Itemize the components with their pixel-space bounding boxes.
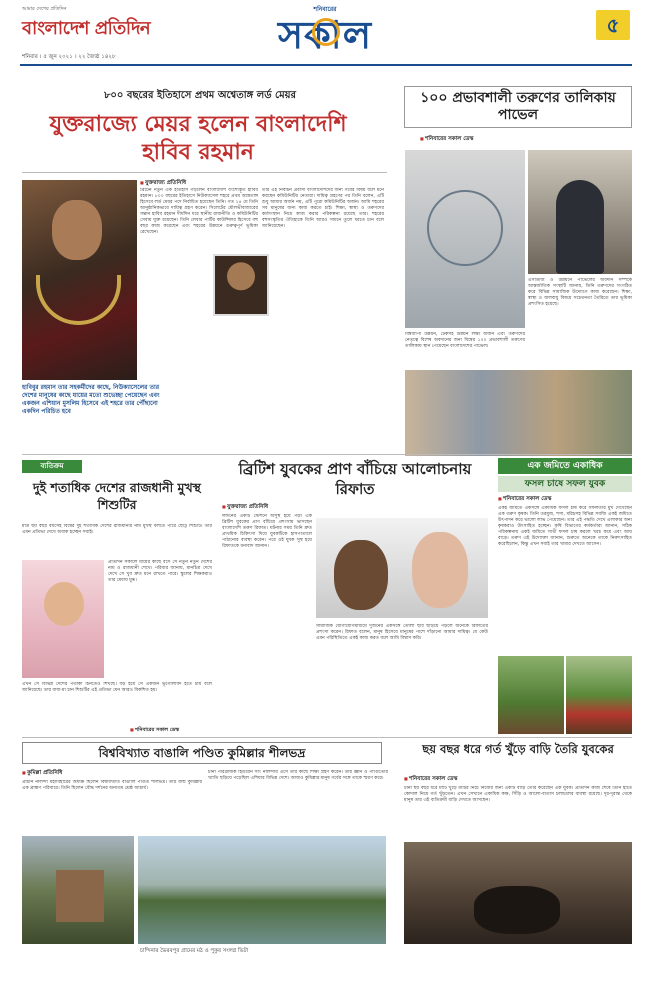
scholar-byline: ■ কুমিল্লা প্রতিনিধি: [22, 770, 142, 778]
top100-group-photo: [405, 370, 632, 456]
lead-caption: হাবিবুর রহমান তার সহকর্মীদের কাছে, নিউক্যাসেলের তার দেশের মানুষের কাছে যায়ের মতো শুভেচ্ছা পেয়েছেন এবং একজন এশিয়ান মুসলিম হিসেবে এই শহরে তার পৌঁছানো একদিন পরিচিত হবে: [22, 384, 160, 415]
rescue-selfie-photo: [316, 518, 488, 618]
farm-headline-2: ফসল চাষে সফল যুবক: [498, 476, 632, 492]
sun-ring-icon: [312, 18, 340, 46]
lead-headline: যুক্তরাজ্যে মেয়র হলেন বাংলাদেশি হাবিব রহমান: [49, 111, 347, 165]
farm-photo-2: [566, 656, 632, 734]
lead-photo: [22, 180, 137, 380]
un-emblem-icon: [427, 190, 503, 266]
top100-body-2: এসডিজি ও উন্নয়নে পাভেলের অবদান সম্পর্কে আন্তর্জাতিক সংস্থাটি জানায়, তিনি তরুণদের সংগঠিত করে বিভিন্ন সামাজিক উদ্যোগে কাজ করেছেন। শিক্ষা, স্বাস্থ্য ও জলবায়ু বিষয়ে সচেতনতা তৈরিতে তার ভূমিকা প্রশংসিত হয়েছে।: [528, 278, 632, 307]
capital-body-col: প্রতিদিন সকালে মায়ের কাছে বসে সে নতুন নতুন দেশের নাম ও রাজধানী শেখে। পরিবার জানায়, মানচিত্র দেখে দেখে সে খুব দ্রুত মনে রাখতে পারে। স্কুলের শিক্ষকরাও তার মেধায় মুগ্ধ।: [108, 560, 212, 583]
capital-body-intro: মাত্র ছয় বছর বয়সেই বিশ্বের দুই শতাধিক দেশের রাজধানীর নাম মুখস্থ বলতে পারে ছোট্ট শিশুটি। তার এমন প্রতিভা দেখে অবাক হচ্ছেন সবাই।: [22, 524, 212, 535]
lead-kicker: ৮০০ বছরের ইতিহাসে প্রথম অশ্বেতাঙ্গ লর্ড মেয়র: [103, 90, 297, 101]
top100-body-1: বিশ্বব্যাপী উন্নয়ন, টেকসই উন্নয়ন লক্ষ্য অর্জন এবং তরুণদের নেতৃত্বে বিশেষ অবদানের জন্য বিশ্বের ১০০ প্রভাবশালী তরুণের তালিকায় স্থান পেয়েছেন বাংলাদেশের পাভেল।: [405, 332, 525, 349]
date-line: শনিবার । ৫ জুন ২০২১ । ২২ জ্যৈষ্ঠ ১৪২৮: [22, 54, 116, 60]
pit-hole: [474, 886, 560, 934]
scholar-caption: চান্দিনার ভৈরবপুর গ্রামের মঠ ও পুকুর সংলগ্ন ভিটা: [140, 948, 249, 954]
capital-byline: ■ শনিবারের সকাল ডেস্ক: [130, 727, 210, 735]
lead-photo-face: [52, 200, 102, 260]
portrait-figure: [556, 180, 604, 274]
selfie-face-left: [334, 540, 388, 610]
top100-photo-portrait: [528, 150, 632, 274]
masthead-divider: [20, 64, 632, 66]
mayor-chain: [36, 275, 121, 325]
masthead-left: [22, 6, 222, 51]
scholar-body-2: চীনা পরিব্রাজক হিউয়েন সাং নালন্দায় এসে তার কাছে শিক্ষা গ্রহণ করেন। তার জ্ঞান ও পাণ্ডিত্যের খ্যাতি ছড়িয়ে পড়েছিল এশিয়ার বিভিন্ন দেশে। আজও কুমিল্লার মানুষ গর্বের সঙ্গে তাকে স্মরণ করে।: [208, 770, 388, 781]
supplement-logo: [240, 4, 410, 62]
pond-photo: [138, 836, 386, 944]
child-face: [44, 582, 84, 626]
farm-headline-1: এক জমিতে একাধিক: [498, 458, 632, 474]
farm-body: একই জমিতে একসঙ্গে একাধিক ফসল চাষ করে সফলতার মুখ দেখেছেন এক তরুণ কৃষক। তিনি তরমুজ, শসা, মরিচসহ বিভিন্ন সবজি একই জমিতে উৎপাদন করে ভালো লাভ পেয়েছেন। তার এই পদ্ধতি দেখে এলাকার অন্য কৃষকরাও উৎসাহিত হচ্ছেন। কৃষি বিভাগের কর্মকর্তারা জানান, সঠিক পরিকল্পনায় একই জমিতে সাথী ফসল চাষ করলে খরচ কমে এবং আয় বাড়ে। তরুণ এই উদ্যোক্তা জানান, শুরুতে অনেকে তাকে নিরুৎসাহিত করেছিলেন, কিন্তু এখন সবাই তার খামার দেখতে আসেন।: [498, 506, 632, 547]
lead-inset-photo: [213, 254, 269, 316]
rescue-body-col2: সামাজিক যোগাযোগমাধ্যমে দুজনের একসঙ্গে তোলা ছবি ছড়িয়ে পড়লে অনেকে রিফাতের প্রশংসা করেন। রিফাত বলেন, মানুষ হিসেবে মানুষের পাশে দাঁড়ানো আমার দায়িত্ব। যে কেউ এমন পরিস্থিতিতে একই কাজ করত বলে আমি বিশ্বাস করি।: [316, 624, 488, 641]
pit-body: টানা ছয় বছর ধরে মাটি খুঁড়ে মাটির নিচে নিজের জন্য একটি বাড়ি তৈরি করেছেন এক যুবক। প্রতিদিন কাজ শেষে তিনি হাতে কোদাল নিয়ে গর্ত খুঁড়তেন। এখন সেখানে একাধিক কক্ষ, সিঁড়ি ও আলো-বাতাস চলাচলের ব্যবস্থা রয়েছে। দূর-দূরান্ত থেকে মানুষ তার এই ব্যতিক্রমী বাড়ি দেখতে আসছেন।: [404, 786, 632, 803]
supplement-logo-big: সকাল: [277, 13, 373, 57]
supplement-logo-small: শনিবারের: [313, 6, 337, 13]
lead-divider: [22, 172, 387, 173]
top100-headline-box: [404, 86, 632, 128]
lead-body-col2: তার এই নির্বাচন প্রবাসী বাংলাদেশিদের জন্য গর্বের বিষয় বলে মনে করছেন কমিউনিটির নেতারা। দায়িত্ব গ্রহণের পর তিনি বলেন, এটি শুধু আমার অর্জন নয়, এটি পুরো কমিউনিটির অর্জন। আমি শহরের সব মানুষের জন্য কাজ করতে চাই। শিক্ষা, স্বাস্থ্য ও তরুণদের কর্মসংস্থান নিয়ে কাজ করার পরিকল্পনা রয়েছে তার। শহরের বহুসংস্কৃতির ঐতিহ্যকে তিনি আরও সামনে তুলে ধরতে চান বলে জানিয়েছেন।: [262, 188, 384, 229]
capital-body-end: এখন সে বিভিন্ন দেশের পতাকা চিনতেও শিখছে। বড় হয়ে সে একজন ভূগোলবিদ হতে চায় বলে জানিয়েছে। তার বাবা-মা চান শিশুটির এই প্রতিভা যেন আরও বিকশিত হয়।: [22, 682, 212, 693]
section-divider: [22, 454, 632, 455]
farm-photo-1: [498, 656, 564, 734]
pit-photo: [404, 842, 632, 944]
farm-byline: ■ শনিবারের সকাল ডেস্ক: [498, 496, 618, 504]
temple-photo: [22, 836, 134, 944]
temple-structure: [56, 870, 104, 922]
masthead-tagline: আমার দেশের প্রতিদিন: [22, 6, 67, 12]
section-divider-2: [22, 737, 632, 738]
scholar-body-1: প্রাচীন নালন্দা মহাবিহারের অধ্যক্ষ ছিলেন বিশ্ববিখ্যাত বাঙালি পণ্ডিত শীলভদ্র। তার জন্ম কুমিল্লার এক ব্রাহ্মণ পরিবারে। তিনি ছিলেন বৌদ্ধ দর্শনের অন্যতম শ্রেষ্ঠ আচার্য।: [22, 780, 202, 791]
rescue-headline: ব্রিটিশ যুবকের প্রাণ বাঁচিয়ে আলোচনায় রিফাত: [238, 460, 472, 498]
rescue-body-col1: লন্ডনের একটি স্টেশনে অসুস্থ হয়ে পড়া এক ব্রিটিশ যুবকের প্রাণ বাঁচিয়ে প্রশংসায় ভাসছেন বাংলাদেশি তরুণ রিফাত। ঘটনার সময় তিনি দ্রুত প্রাথমিক চিকিৎসা দিয়ে যুবকটিকে হাসপাতালে পাঠানোর ব্যবস্থা করেন। পরে ওই যুবক সুস্থ হয়ে রিফাতকে ধন্যবাদ জানান।: [222, 514, 312, 549]
lead-body-col1: ব্রিটেন নতুন এক ইতিহাস গড়লেন বাংলাদেশি বংশোদ্ভূত হাবিব রহমান। ৮০০ বছরের ইতিহাসে নিউক্যাসেল শহরে প্রথম অশ্বেতাঙ্গ হিসেবে লর্ড মেয়র পদে নির্বাচিত হয়েছেন তিনি। গত ২৪ মে তিনি আনুষ্ঠানিকভাবে দায়িত্ব গ্রহণ করেন। সিলেটের মৌলভীবাজারের সন্তান হাবিব রহমান দীর্ঘদিন ধরে স্থানীয় রাজনীতি ও কমিউনিটির সেবায় যুক্ত রয়েছেন। তিনি লেবার পার্টির কাউন্সিলর হিসেবে বহু বছর কাজ করেছেন এবং শহরের উন্নয়নে গুরুত্বপূর্ণ ভূমিকা রেখেছেন।: [140, 188, 258, 235]
top100-photo-un: [405, 150, 525, 328]
pit-headline: ছয় বছর ধরে গর্ত খুঁড়ে বাড়ি তৈরি যুবকের: [422, 742, 614, 756]
selfie-face-right: [412, 532, 468, 608]
paper-name: বাংলাদেশ প্রতিদিন: [22, 18, 151, 39]
scholar-headline: বিশ্ববিখ্যাত বাঙালি পণ্ডিত কুমিল্লার শীলভদ্র: [22, 742, 382, 764]
rescue-byline: ■ যুক্তরাজ্য প্রতিনিধি: [222, 504, 342, 512]
lead-byline: ■ যুক্তরাজ্য প্রতিনিধি: [140, 180, 258, 188]
section-tag: ব্যতিক্রম: [22, 460, 82, 473]
child-photo: [22, 560, 104, 678]
capital-headline: দুই শতাধিক দেশের রাজধানী মুখস্থ শিশুটির: [33, 480, 201, 512]
top100-byline: ■ শনিবারের সকাল ডেস্ক: [420, 136, 600, 144]
page-number: ৫: [596, 10, 630, 40]
top100-headline: ১০০ প্রভাবশালী তরুণের তালিকায় পাভেল: [420, 90, 616, 123]
pit-byline: ■ শনিবারের সকাল ডেস্ক: [404, 776, 524, 784]
